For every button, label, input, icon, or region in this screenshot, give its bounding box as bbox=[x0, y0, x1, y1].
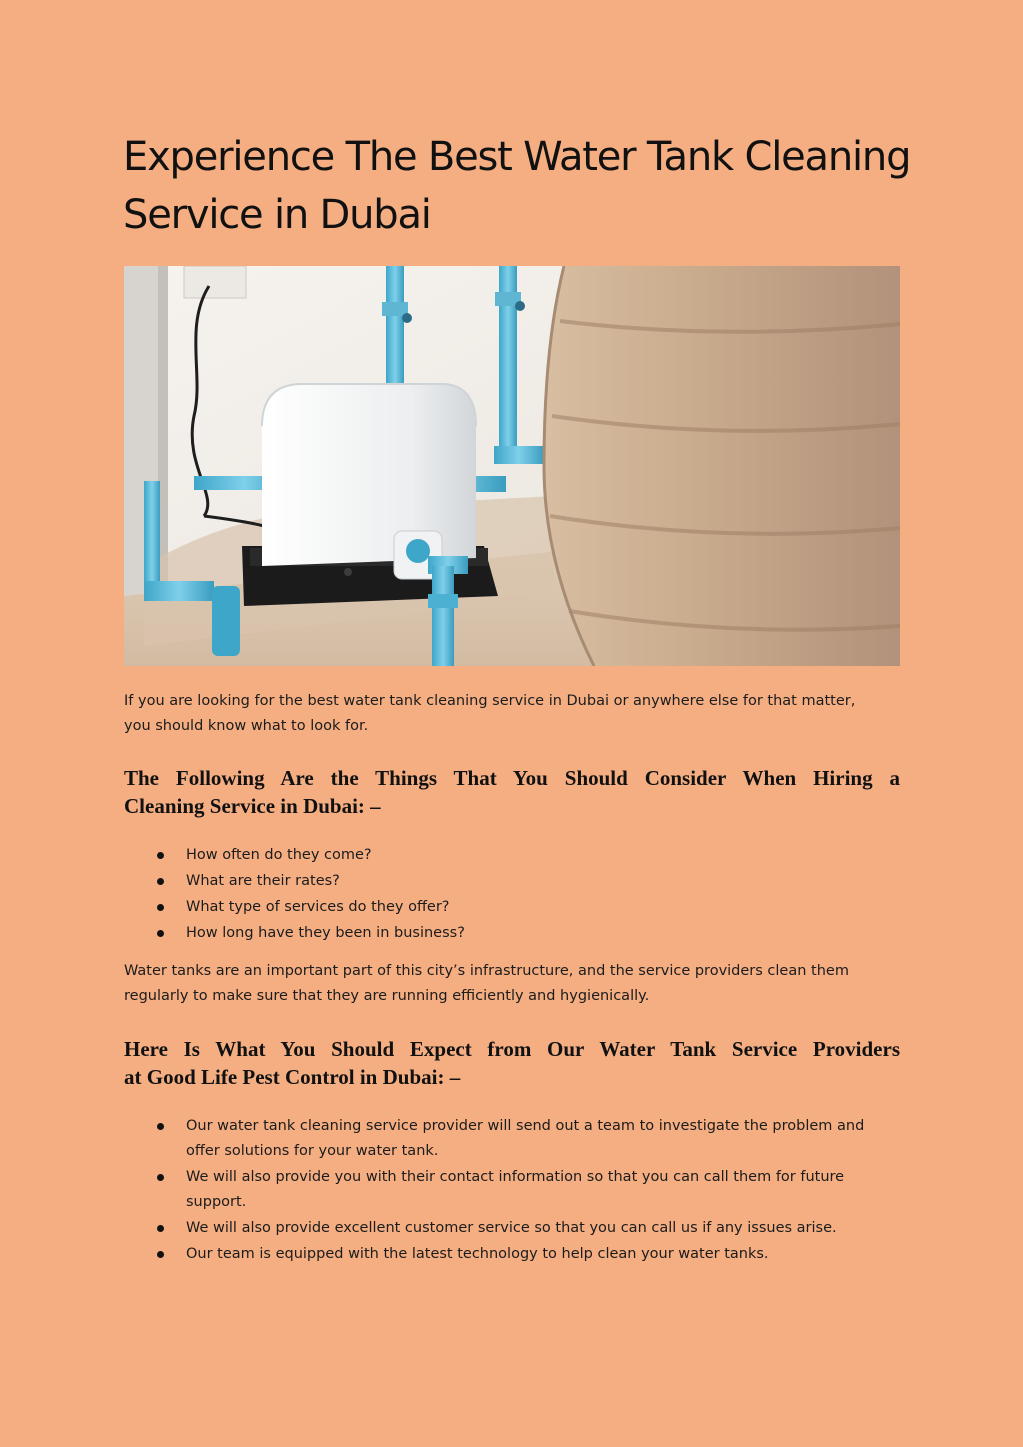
list-item bbox=[124, 895, 900, 920]
list-item-text: Our water tank cleaning service provider will send out a team to investigate the problem and bbox=[186, 1118, 865, 1134]
intro-line: If you are looking for the best water tank cleaning service in Dubai or anywhere else for that matter, bbox=[124, 693, 856, 709]
page-title-line: Experience The Best Water Tank Cleaning bbox=[123, 134, 911, 180]
list-item-text: How often do they come? bbox=[186, 847, 372, 863]
list-item bbox=[124, 1216, 900, 1241]
paragraph-line: Water tanks are an important part of this city’s infrastructure, and the service providers clean them bbox=[124, 963, 849, 979]
bullet-icon bbox=[157, 1225, 164, 1232]
considerations-list bbox=[124, 843, 900, 947]
list-item-text: What are their rates? bbox=[186, 873, 340, 889]
section-heading-considerations bbox=[124, 764, 900, 820]
heading-line: The Following Are the Things That You Should Consider When Hiring a bbox=[124, 766, 900, 790]
heading-line: Here Is What You Should Expect from Our Water Tank Service Providers bbox=[124, 1037, 900, 1061]
list-item-text: Our team is equipped with the latest technology to help clean your water tanks. bbox=[186, 1246, 769, 1262]
intro-line: you should know what to look for. bbox=[124, 718, 369, 734]
expectations-list bbox=[124, 1114, 900, 1268]
list-item bbox=[124, 1165, 900, 1215]
list-item-text: offer solutions for your water tank. bbox=[186, 1143, 439, 1159]
list-item bbox=[124, 1114, 900, 1164]
heading-line: Cleaning Service in Dubai: – bbox=[124, 794, 381, 818]
list-item-text: How long have they been in business? bbox=[186, 925, 465, 941]
list-item-text: What type of services do they offer? bbox=[186, 899, 450, 915]
list-item-text: We will also provide excellent customer service so that you can call us if any issues arise. bbox=[186, 1220, 837, 1236]
section-heading-expectations bbox=[124, 1035, 900, 1091]
list-item bbox=[124, 869, 900, 894]
paragraph-line: regularly to make sure that they are running efficiently and hygienically. bbox=[124, 988, 650, 1004]
page-title bbox=[123, 128, 913, 244]
infrastructure-paragraph bbox=[124, 959, 900, 1009]
bullet-icon bbox=[157, 904, 164, 911]
intro-paragraph bbox=[124, 689, 900, 739]
list-item bbox=[124, 843, 900, 868]
water-tank-pump-photo bbox=[124, 266, 900, 666]
page-title-line: Service in Dubai bbox=[123, 192, 431, 238]
bullet-icon bbox=[157, 878, 164, 885]
bullet-icon bbox=[157, 852, 164, 859]
list-item bbox=[124, 921, 900, 946]
heading-line: at Good Life Pest Control in Dubai: – bbox=[124, 1065, 461, 1089]
list-item-text: We will also provide you with their contact information so that you can call them for future bbox=[186, 1169, 845, 1185]
bullet-icon bbox=[157, 930, 164, 937]
bullet-icon bbox=[157, 1174, 164, 1181]
list-item-text: support. bbox=[186, 1194, 247, 1210]
bullet-icon bbox=[157, 1251, 164, 1258]
list-item bbox=[124, 1242, 900, 1267]
bullet-icon bbox=[157, 1123, 164, 1130]
